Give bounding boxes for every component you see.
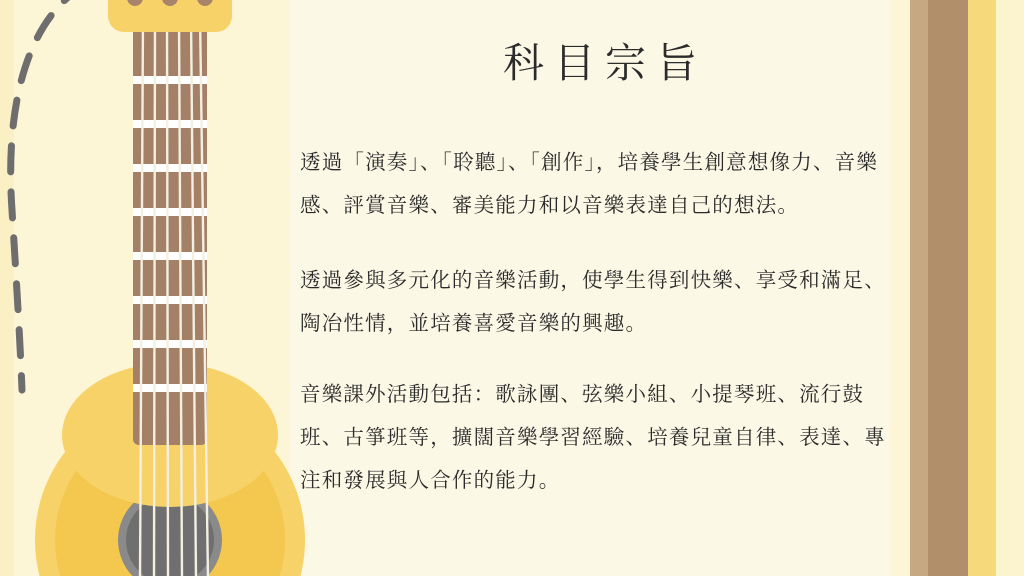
paragraph-3: 音樂課外活動包括：歌詠團、弦樂小組、小提琴班、流行鼓班、古箏班等，擴闊音樂學習經驗、培養兒童自律、表達、專注和發展與人合作的能力。 (300, 382, 886, 492)
right-band-yellow (968, 0, 996, 576)
right-band-cream (996, 0, 1024, 576)
right-band-brown (928, 0, 968, 576)
paragraph-2: 透過參與多元化的音樂活動，使學生得到快樂、享受和滿足、陶冶性情，並培養喜愛音樂的興趣。 (300, 268, 886, 335)
paragraph-1: 透過「演奏」、「聆聽」、「創作」，培養學生創意想像力、音樂感、評賞音樂、審美能力和以音樂表達自己的想法。 (300, 150, 879, 217)
slide-content (300, 14, 900, 564)
page-title: 科目宗旨 (503, 39, 707, 87)
right-band-tan (910, 0, 928, 576)
